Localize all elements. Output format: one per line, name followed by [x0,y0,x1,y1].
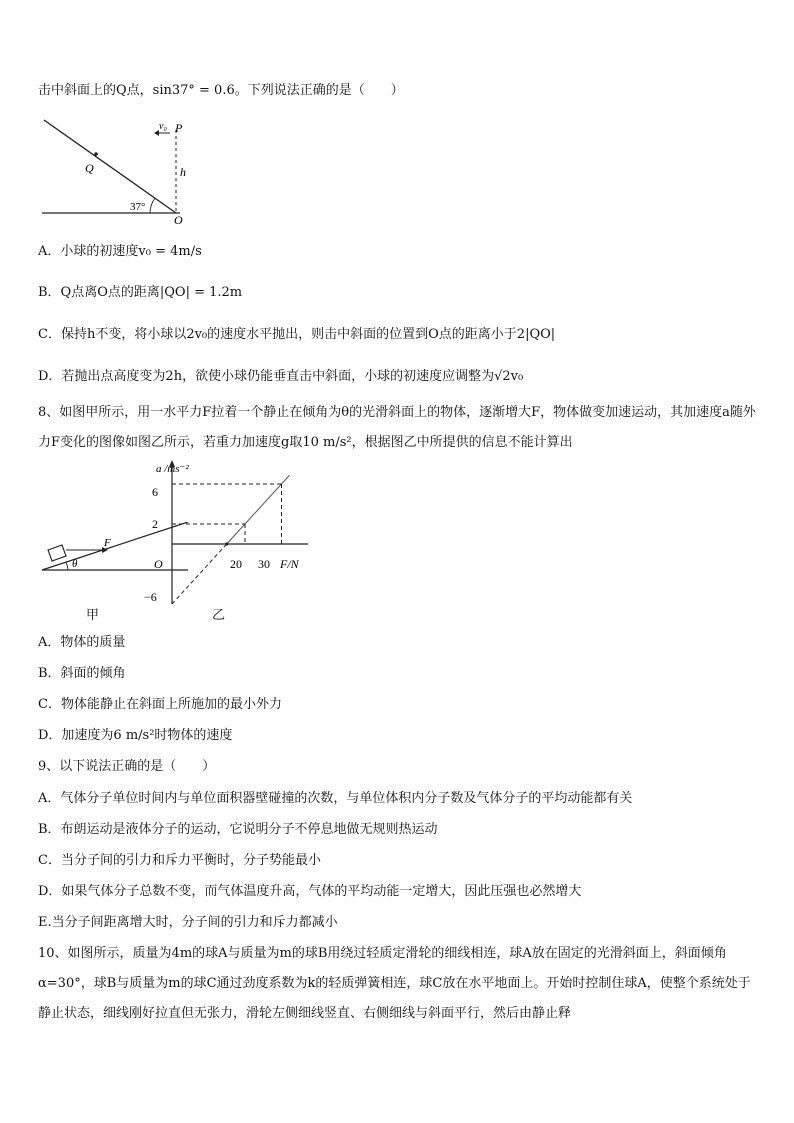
q8-caption-left: 甲 [86,608,100,623]
q8-x-label: F/N [280,557,299,571]
q8-xtick-30: 30 [258,557,270,571]
q8-theta-arc [66,562,68,570]
q8-series-solid-segment [227,475,290,544]
q8-option-c: C．物体能静止在斜面上所施加的最小外力 [38,697,282,712]
q8-origin-label: O [154,557,163,571]
q7-option-d: D．若抛出点高度变为2h，欲使小球仍能垂直击中斜面，小球的初速度应调整为√2v₀ [38,369,524,384]
q8-label-f: F [104,537,111,549]
q7-label-v0: v₀ [159,121,167,132]
q8-xtick-20: 20 [230,557,242,571]
q7-label-angle: 37° [130,201,146,213]
q9-option-a: A．气体分子单位时间内与单位面积器壁碰撞的次数，与单位体积内分子数及气体分子的平均动能都有关 [38,791,633,806]
q9-option-e: E.当分子间距离增大时，分子间的引力和斥力都减小 [38,915,338,930]
q8-stem: 8、如图甲所示，用一水平力F拉着一个静止在倾角为θ的光滑斜面上的物体，逐渐增大F，物体做变加速运动，其加速度a随外力F变化的图像如图乙所示，若重力加速度g取10 m/s²，根据图乙中所提供的信息不能计算出 [38,405,756,450]
q8-ytick-2: 2 [152,517,158,531]
q7-option-c: C．保持h不变，将小球以2v₀的速度水平抛出，则击中斜面的位置到O点的距离小于2|QO| [38,327,556,342]
q7-angle-arc [150,198,155,213]
q8-option-a: A．物体的质量 [38,635,126,650]
q8-caption-right: 乙 [212,608,226,623]
q8-label-theta: θ [72,558,78,570]
q9-stem: 9、以下说法正确的是（ ） [38,759,216,774]
q8-ytick-6: 6 [152,485,158,499]
q7-figure [38,114,198,226]
q7-label-p: P [175,121,183,135]
q8-series-dashed-segment [172,544,227,604]
q8-y-label: a /ms⁻² [156,463,189,475]
q10-stem: 10、如图所示，质量为4m的球A与质量为m的球B用绕过轻质定滑轮的细线相连，球A放在固定的光滑斜面上，斜面倾角α=30°，球B与质量为m的球C通过劲度系数为k的轻质弹簧相连，球C放在水平地面上。开始时控制住球A，使整个系统处于静止状态，细线刚好拉直但无张力，滑轮左侧细线竖直、右侧细线与斜面平行，然后由静止释 [38,946,751,1021]
q7-option-b: B．Q点离O点的距离|QO| = 1.2m [38,285,243,300]
q8-chart [144,458,314,628]
q8-option-b: B．斜面的倾角 [38,666,126,681]
q9-option-c: C．当分子间的引力和斥力平衡时，分子势能最小 [38,853,321,868]
q7-label-o: O [174,213,183,226]
q7-option-a: A．小球的初速度v₀ = 4m/s [38,244,202,259]
q7-stem-tail: 击中斜面上的Q点，sin37° = 0.6。下列说法正确的是（ ） [38,83,404,98]
q9-option-b: B．布朗运动是液体分子的运动，它说明分子不停息地做无规则热运动 [38,822,438,837]
q8-x-intercept-point [225,542,228,545]
q8-block [48,545,66,561]
q8-ytick-neg6: −6 [144,590,157,604]
q9-option-d: D．如果气体分子总数不变，而气体温度升高，气体的平均动能一定增大，因此压强也必然增大 [38,884,582,899]
q7-label-h: h [180,165,186,179]
q7-point-q [94,152,98,156]
q7-label-q: Q [85,161,94,175]
q8-option-d: D．加速度为6 m/s²时物体的速度 [38,728,233,743]
